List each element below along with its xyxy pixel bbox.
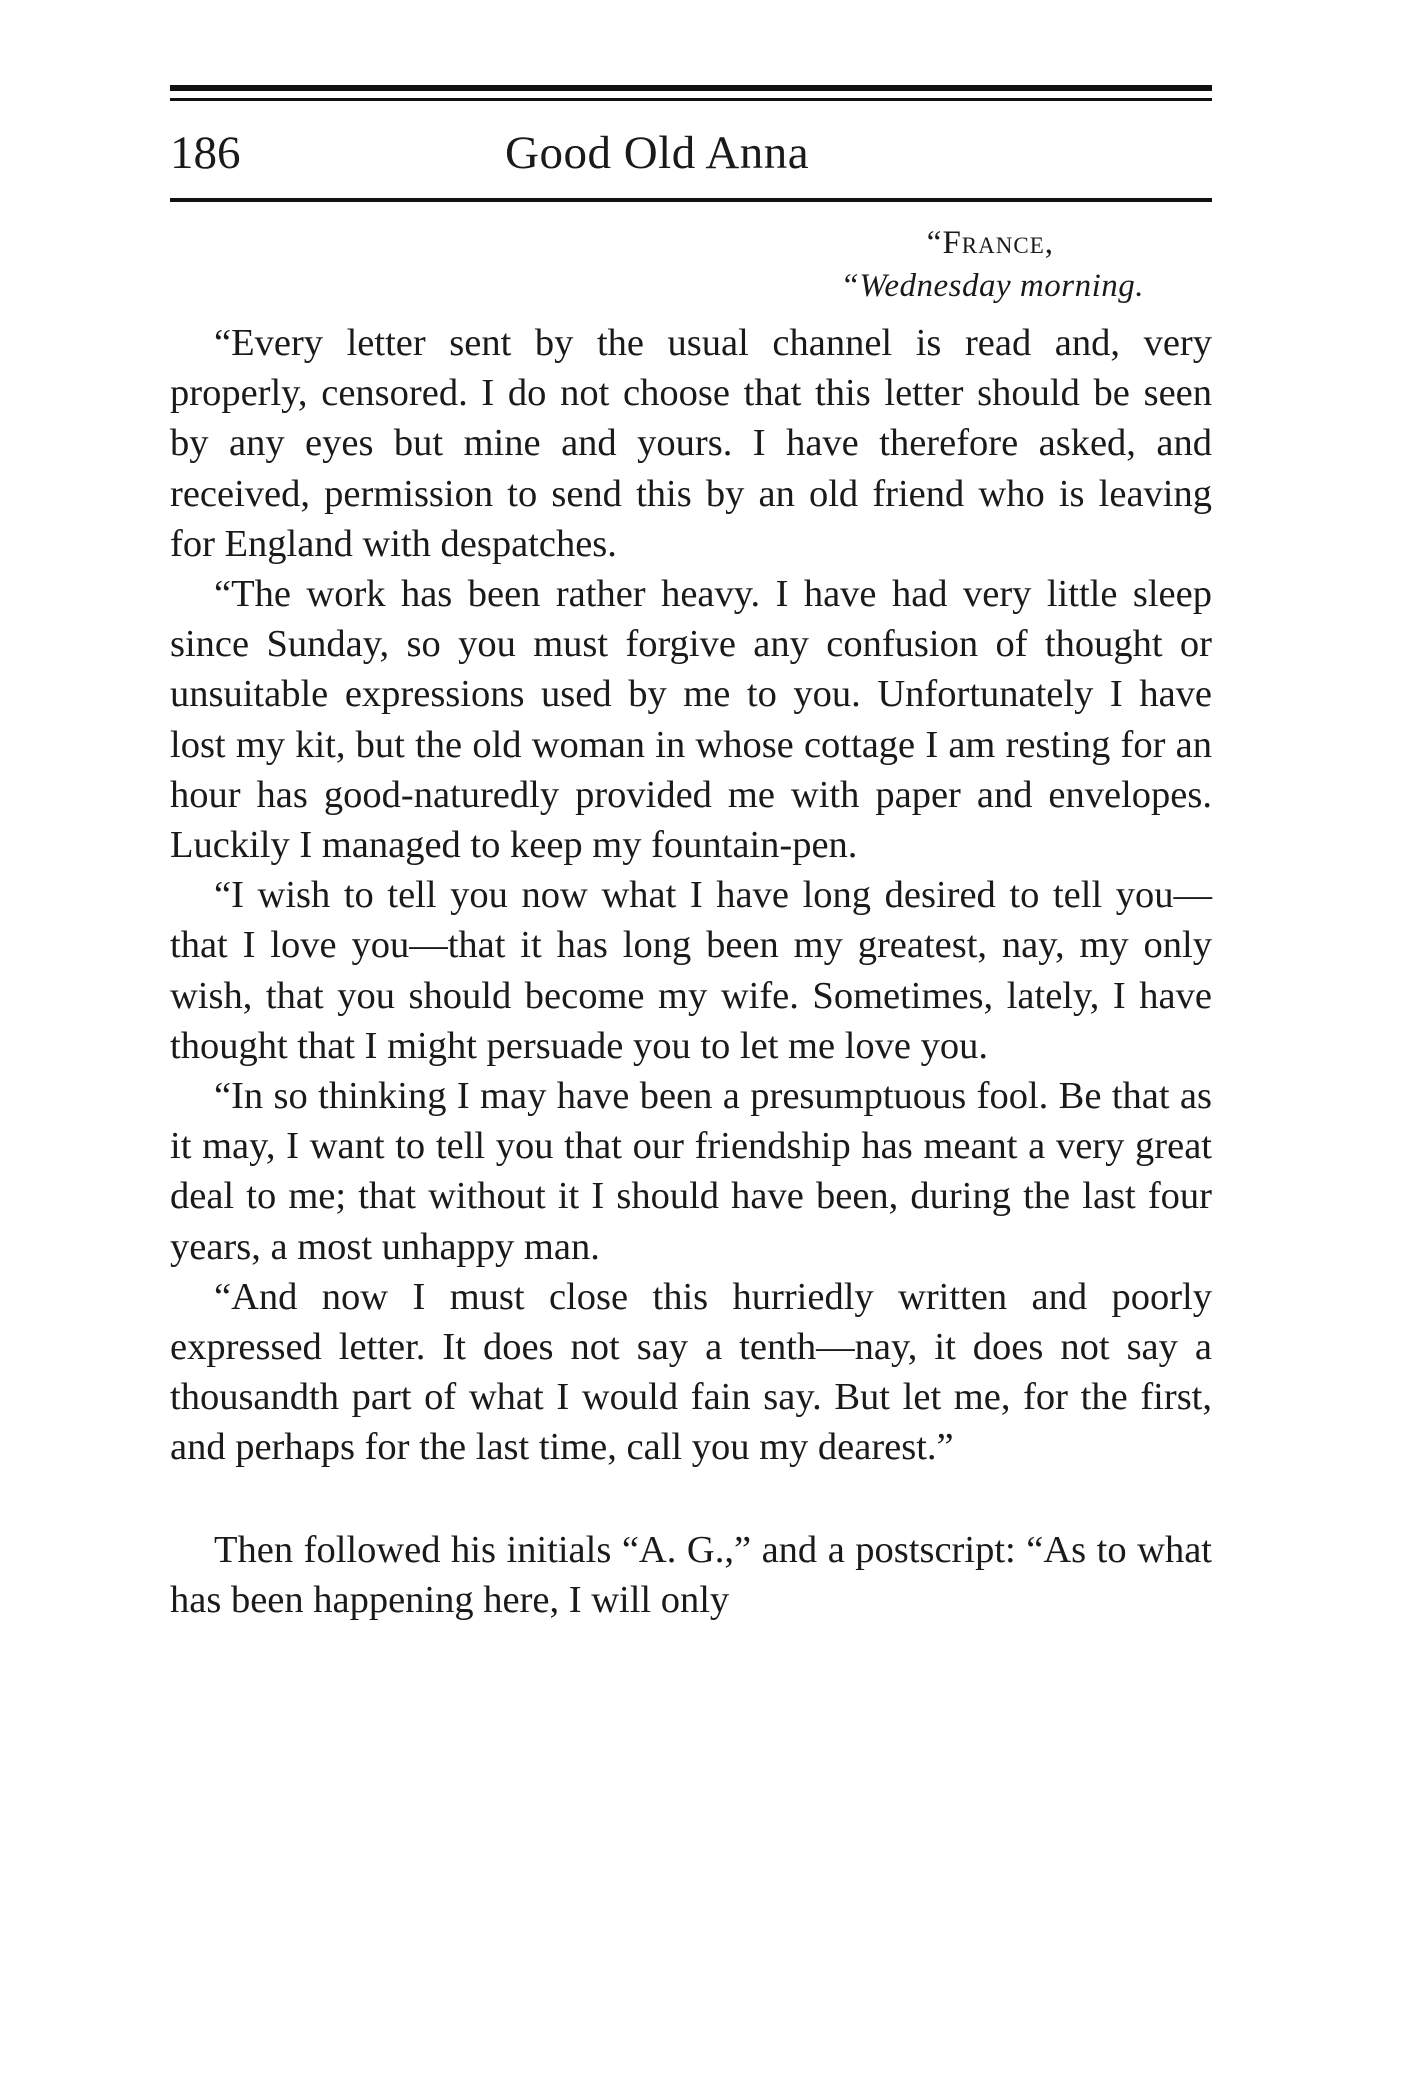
paragraph: “In so thinking I may have been a presumptuous fool. Be that as it may, I want to tell you that our friendship has meant a very great deal to me; that without it I should have been, during the last four years, a most unhappy man. [170,1075,1212,1268]
header-rule-top-thin [170,98,1212,101]
header-rule-top [170,85,1212,91]
letter-dateline-place: “France, [926,225,1054,261]
paragraph: “And now I must close this hurriedly written and poorly expressed letter. It does not say a tenth—nay, it does not say a thousandth part of what I would fain say. But let me, for the first, and perhaps for the last time, call you my dearest.” [170,1275,1212,1469]
body-text [170,318,1212,1625]
letter-dateline-time: “Wednesday morning. [840,268,1144,304]
book-title: Good Old Anna [505,127,810,179]
paragraph: “I wish to tell you now what I have long desired to tell you—that I love you—that it has long been my greatest, nay, my only wish, that you should become my wife. Sometimes, lately, I have thought that I might persuade you to let me love you. [170,874,1212,1067]
running-head [170,118,1212,188]
page-number: 186 [170,127,241,179]
paragraph: “The work has been rather heavy. I have had very little sleep since Sunday, so you must forgive any confusion of thought or unsuitable expressions used by me to you. Unfortunately I have lost my kit, but the old woman in whose cottage I am resting for an hour has good-naturedly provided me with paper and envelopes. Luckily I managed to keep my fountain-pen. [170,573,1212,867]
paragraph: “Every letter sent by the usual channel is read and, very properly, censored. I do not choose that this letter should be seen by any eyes but mine and yours. I have therefore asked, and received, permission to send this by an old friend who is leaving for England with despatches. [170,322,1212,565]
paragraph: Then followed his initials “A. G.,” and a postscript: “As to what has been happening here, I will only [170,1528,1212,1621]
header-rule-bottom [170,198,1212,202]
